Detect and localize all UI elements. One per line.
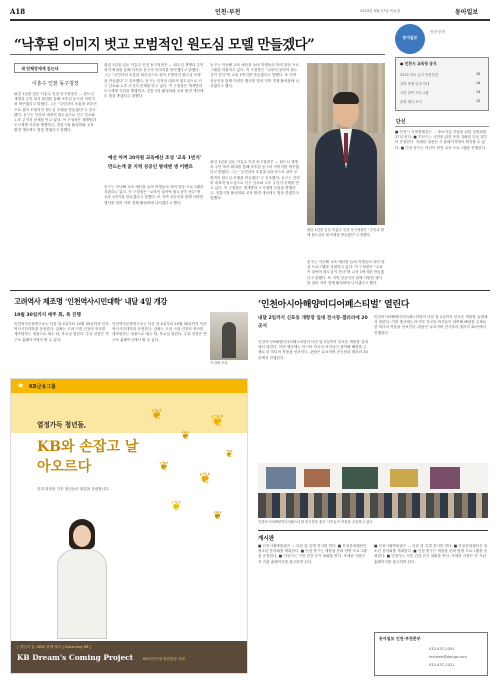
gallery-artwork: [304, 469, 330, 487]
masthead: [10, 6, 490, 18]
lecturer-figure: [222, 322, 236, 358]
sidebar-box-title: ● 인천시 교육청 공지: [400, 61, 437, 66]
contact-fax: 032-437-1021: [429, 663, 455, 667]
sidebar-row-4: 문화 행사 소식: [400, 100, 422, 104]
headline-rule: [10, 54, 385, 55]
right-article-body: 인천아시아해양미디어페스티벌이 다음 달 2일까지 신포동 개항장 일대에서 열린다. 이번 행사에는 아시아 각국의 작가들이 참여해 해양을 주제로 한 미디어 작품을 선보인다. 관람은 무료이며 전시장과 갤러리 20곳에서 진행된다.: [258, 340, 368, 360]
sidebar-box: [395, 57, 489, 111]
butterfly-icon: ❦: [151, 407, 163, 423]
kb-ad-footer-right: KB국민은행 청년창업 지원: [143, 657, 185, 661]
gallery-artwork: [390, 469, 418, 487]
right-article-body-col2: 인천아시아해양미디어페스티벌이 다음 달 2일까지 신포동 개항장 일대에서 열린다. 이번 행사에는 아시아 각국의 작가들이 참여해 해양을 주제로 한 미디어 작품을 선보인다. 관람은 무료이며 전시장과 갤러리 20곳에서 진행된다.: [374, 315, 488, 335]
butterfly-icon: ❦: [171, 499, 182, 514]
interview-subhead: 예산 아껴 20억원 교육예산 조성 ‘교육 1번지’ 만드는게 꿈 지역 상공인 방대엔 생 이벤트: [108, 156, 202, 170]
contact-title: 동아일보 인천·부천본부: [379, 636, 421, 641]
kb-ad-butterflies: [141, 399, 247, 599]
butterfly-icon: ❦: [211, 411, 225, 430]
kb-ad-headline-small: 열정가득 청년들,: [37, 421, 87, 429]
gallery-artwork: [266, 467, 296, 489]
interview-body-col2b: 동구는 지난해 교육 예산을 늘려 학생들의 학력 향상 프로그램을 지원하고 있다. 이 구청장은 “교육이 살아야 원도심이 산다”며 교육 1번지를 만들겠다고 말했다. 또 지역 상공인과 함께 다양한 행사를 열어 지역 경제 활성화에 나서겠다고 했다.: [104, 185, 204, 205]
left-article-photo-caption: 가 강좌 모습: [210, 361, 228, 365]
left-article-title: 고려역사 재조명 ‘인천역사시민대학’ 내달 4일 개강: [14, 297, 167, 306]
right-article-photo-caption: 인천아시아해양미디어페스티벌 전시장을 찾은 시민들이 작품을 감상하고 있다.: [258, 520, 374, 524]
section-divider-1: [10, 290, 490, 291]
kb-ad-body: 꿈과 열정을 가진 청년들의 취업을 응원합니다.: [37, 487, 110, 491]
interview-body-col3b: 취임 1년을 앞둔 이흥수 인천 동구청장은 … 원도심 재생과 주민 복지 확대를 통해 낙후된 동구의 이미지를 바꾸겠다고 밝혔다. 그는 “주민과의 소통을 최우선으로 삼아 모범적인 원도심 모델을 만들겠다”고 강조했다. 동구는 인천의 대표적 원도심으로 인구 감소와 노후 주거지 문제를 안고 있다. 이 구청장은 재개발과 도시재생 사업을 병행하고, 전통시장 활성화와 교육 환경 개선에도 힘을 쏟겠다고 말했다.: [210, 160, 300, 201]
kb-ad-brand: KB금융그룹: [29, 384, 57, 390]
interviewee-photo: [307, 63, 385, 225]
kb-ad-headline: KB와 손잡고 날아오르다: [37, 439, 139, 475]
contact-phone: 032-437-1001: [429, 647, 455, 651]
sidebar-val-1: 15: [476, 72, 481, 76]
right-article-title: ‘인천아시아해양미디어페스티벌’ 열린다: [258, 300, 410, 310]
page-number: A18: [10, 7, 26, 16]
brief-body: ■ 인천시 지역경제과는 … 중소기업 지원을 위한 설명회를 27일 연다. ■ 부천시는 시민을 위한 문화 강좌를 다음 달부터 운영한다. 자세한 내용은 시 홈페이지에서 확인할 수 있다. ■ 인천 남구는 어린이 안전 교육 프로그램을 진행한다.: [395, 130, 488, 150]
butterfly-icon: ❦: [181, 429, 191, 442]
interview-kicker-box: [14, 63, 98, 73]
butterfly-icon: ❦: [199, 469, 212, 487]
sidebar-val-3: 13: [476, 90, 481, 94]
model-face: [73, 525, 91, 547]
interview-subject: 이흥수 인천 동구청장: [32, 81, 79, 87]
events-body-col2: ■ 인천시립박물관은 … 다음 달 특별 전시를 연다. ■ 부천문화재단은 청소년 음악회를 개최한다. ■ 인천 중구는 개항장 문화 탐방 프로그램을 운영한다. ■ 인천시는 시민 건강 걷기 대회를 연다. 자세한 사항은 각 기관 홈페이지를 참고하면 된다.: [374, 544, 488, 564]
masthead-rule: [10, 19, 490, 21]
right-article-photo: [258, 463, 488, 518]
kb-ad-footer-left: [ 청년의 꿈, KB와 함께 날다 | Dreaming KB ]: [17, 645, 91, 649]
gallery-crowd: [258, 493, 488, 518]
sidebar-logo-note: 인천·부천: [430, 30, 446, 34]
events-body: ■ 인천시립박물관은 … 다음 달 특별 전시를 연다. ■ 부천문화재단은 청소년 음악회를 개최한다. ■ 인천 중구는 개항장 문화 탐방 프로그램을 운영한다. ■ 인천시는 시민 건강 걷기 대회를 연다. 자세한 사항은 각 기관 홈페이지를 참고하면 된다.: [258, 544, 367, 564]
sidebar-logo-text: 동아일보: [402, 35, 418, 40]
interview-kicker: 새 단체장에게 듣는다: [21, 66, 59, 71]
issue-date: 2015년 5월 27일 목요일: [360, 9, 401, 13]
model-body: [57, 549, 107, 639]
left-article-subtitle: 10월 30일까지 매주 화, 목 진행: [14, 313, 81, 318]
interview-body-col2: 취임 1년을 앞둔 이흥수 인천 동구청장은 … 원도심 재생과 주민 복지 확대를 통해 낙후된 동구의 이미지를 바꾸겠다고 밝혔다. 그는 “주민과의 소통을 최우선으로 삼아 모범적인 원도심 모델을 만들겠다”고 강조했다. 동구는 인천의 대표적 원도심으로 인구 감소와 노후 주거지 문제를 안고 있다. 이 구청장은 재개발과 도시재생 사업을 병행하고, 전통시장 활성화와 교육 환경 개선에도 힘을 쏟겠다고 말했다.: [104, 63, 204, 99]
kb-ad-footer-big: KB Dream's Coming Project: [17, 653, 134, 662]
brief-rule: [395, 126, 489, 127]
butterfly-icon: ❦: [213, 509, 223, 522]
butterfly-icon: ❦: [159, 459, 170, 473]
interview-body-col4: 동구는 지난해 교육 예산을 늘려 학생들의 학력 향상 프로그램을 지원하고 있다. 이 구청장은 “교육이 살아야 원도심이 산다”며 교육 1번지를 만들겠다고 말했다. 또 지역 상공인과 함께 다양한 행사를 열어 지역 경제 활성화에 나서겠다고 했다.: [307, 260, 385, 285]
events-title: 게시판: [258, 536, 275, 542]
sidebar-row-3: 시민 참여 프로그램: [400, 91, 429, 95]
person-hair: [333, 92, 359, 104]
butterfly-icon: ❦: [225, 449, 234, 460]
section-name: 인천·부천: [215, 9, 241, 16]
top-headline: “낙후된 이미지 벗고 모범적인 원도심 모델 만들겠다”: [14, 37, 315, 53]
person-tie: [344, 133, 348, 163]
contact-box: [374, 632, 488, 676]
left-article-body-col2: 인천역사문화연구소는 다음 달 4일부터 10월 30일까지 인천역사시민대학을 운영한다. 강좌는 고려 시대 인천의 역사를 재조명하는 내용으로 매주 화, 목요일 열린다. 수강 신청은 연구소 홈페이지에서 할 수 있다.: [112, 322, 207, 342]
gallery-artwork: [430, 467, 460, 489]
gallery-artwork: [342, 467, 378, 489]
kb-ad-model: [45, 519, 117, 639]
kb-ad-footer: [11, 641, 248, 674]
kb-ad-star-icon: ★: [17, 381, 25, 390]
interview-photo-caption: 취임 1년을 앞둔 이흥수 인천 동구청장은 “주민과 함께 원도심의 새 모델을 만들겠다”고 말했다.: [307, 228, 384, 237]
sidebar-val-2: 14: [476, 81, 481, 85]
sidebar-row-1: 2015 학교 급식 안전점검: [400, 73, 439, 77]
sidebar-logo: [395, 24, 425, 54]
interview-body: 취임 1년을 앞둔 이흥수 인천 동구청장은 … 원도심 재생과 주민 복지 확대를 통해 낙후된 동구의 이미지를 바꾸겠다고 밝혔다. 그는 “주민과의 소통을 최우선으로 삼아 모범적인 원도심 모델을 만들겠다”고 강조했다. 동구는 인천의 대표적 원도심으로 인구 감소와 노후 주거지 문제를 안고 있다. 이 구청장은 재개발과 도시재생 사업을 병행하고, 전통시장 활성화와 교육 환경 개선에도 힘을 쏟겠다고 말했다.: [14, 92, 97, 133]
interview-body-col3: 동구는 지난해 교육 예산을 늘려 학생들의 학력 향상 프로그램을 지원하고 있다. 이 구청장은 “교육이 살아야 원도심이 산다”며 교육 1번지를 만들겠다고 말했다. 또 지역 상공인과 함께 다양한 행사를 열어 지역 경제 활성화에 나서겠다고 했다.: [210, 63, 299, 88]
events-rule: [258, 530, 488, 531]
paper-name: 동아일보: [455, 9, 479, 16]
kb-ad: [10, 378, 248, 674]
sidebar-row-2: 지역 축제 일정 안내: [400, 82, 430, 86]
left-article-photo: [210, 312, 248, 360]
brief-title: 단신: [396, 119, 406, 125]
right-article-subtitle: 내달 2일까지 신포동 개항장 일대 전시장·갤러리에 20곳서: [258, 316, 368, 329]
contact-email[interactable]: incheon@donga.com: [429, 655, 467, 659]
left-article-body: 인천역사문화연구소는 다음 달 4일부터 10월 30일까지 인천역사시민대학을 운영한다. 강좌는 고려 시대 인천의 역사를 재조명하는 내용으로 매주 화, 목요일 열린다. 수강 신청은 연구소 홈페이지에서 할 수 있다.: [14, 322, 109, 342]
sidebar-val-4: 12: [476, 99, 481, 103]
